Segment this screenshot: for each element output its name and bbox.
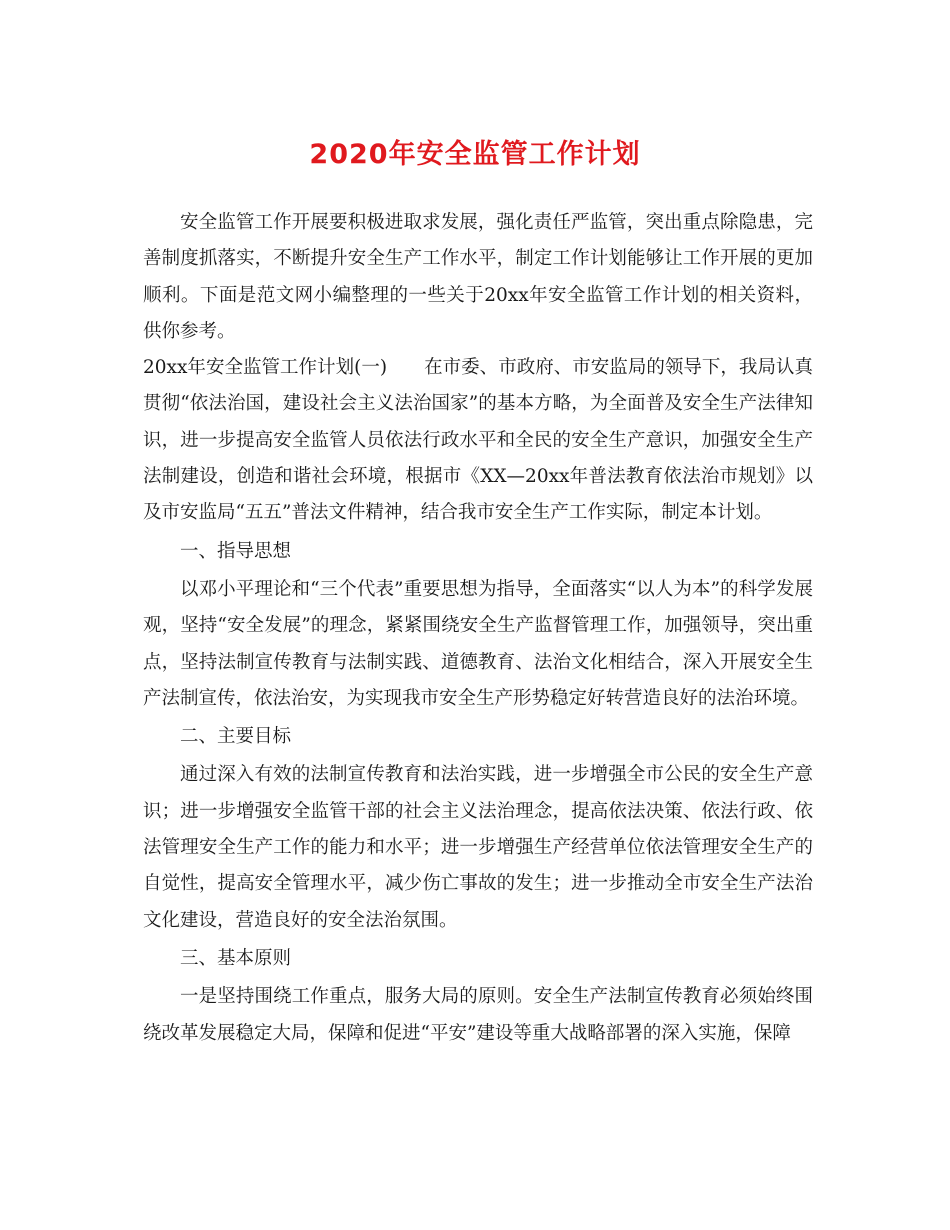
intro-paragraph: 安全监管工作开展要积极进取求发展，强化责任严监管，突出重点除隐患，完善制度抓落实，不断提升安全生产工作水平，制定工作计划能够让工作开展的更加顺利。下面是范文网小编整理的一些关于20xx年安全监管工作计划的相关资料，供你参考。 bbox=[143, 212, 813, 342]
section-heading-basic-principles: 三、基本原则 bbox=[180, 947, 292, 969]
section-heading-main-goals: 二、主要目标 bbox=[180, 726, 292, 748]
document-body bbox=[143, 205, 813, 1052]
main-goals-paragraph: 通过深入有效的法制宣传教育和法治实践，进一步增强全市公民的安全生产意识；进一步增强安全监管干部的社会主义法治理念，提高依法决策、依法行政、依法管理安全生产工作的能力和水平；进一步增强生产经营单位依法管理安全生产的自觉性，提高安全管理水平，减少伤亡事故的发生；进一步推动全市安全生产法治文化建设，营造良好的安全法治氛围。 bbox=[143, 764, 813, 931]
guiding-thought-paragraph: 以邓小平理论和“三个代表”重要思想为指导，全面落实“以人为本”的科学发展观，坚持“安全发展”的理念，紧紧围绕安全生产监督管理工作，加强领导，突出重点，坚持法制宣传教育与法制实践、道德教育、法治文化相结合，深入开展安全生产法制宣传，依法治安，为实现我市安全生产形势稳定好转营造良好的法治环境。 bbox=[143, 578, 813, 709]
section-heading-guiding-thought: 一、指导思想 bbox=[180, 540, 292, 562]
basic-principles-paragraph: 一是坚持围绕工作重点，服务大局的原则。安全生产法制宣传教育必须始终围绕改革发展稳定大局，保障和促进“平安”建设等重大战略部署的深入实施，保障 bbox=[143, 986, 813, 1044]
plan-one-paragraph: 20xx年安全监管工作计划(一) 在市委、市政府、市安监局的领导下，我局认真贯彻“依法治国，建设社会主义法治国家”的基本方略，为全面普及安全生产法律知识，进一步提高安全监管人员依法行政水平和全民的安全生产意识，加强安全生产法制建设，创造和谐社会环境，根据市《XX—20xx年普法教育依法治市规划》以及市安监局“五五”普法文件精神，结合我市安全生产工作实际，制定本计划。 bbox=[143, 357, 813, 524]
document-title: 2020年安全监管工作计划 bbox=[309, 139, 641, 170]
